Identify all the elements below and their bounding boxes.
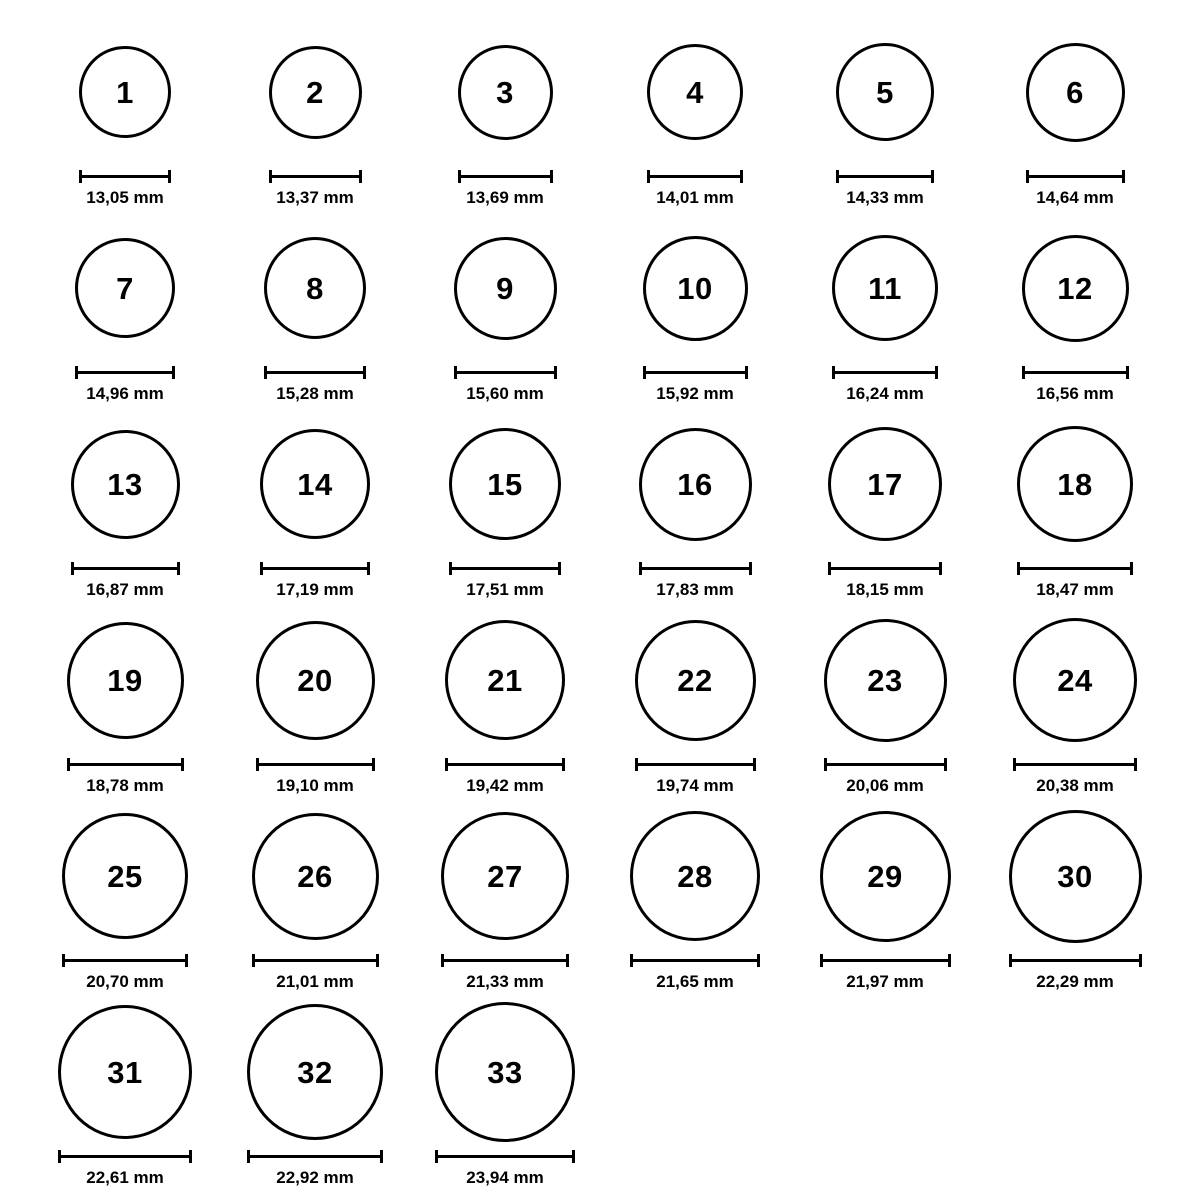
measure-bar-icon [252,954,379,965]
diameter-label: 21,01 mm [276,972,354,991]
ring-size-cell [600,18,790,214]
ring-circle-wrap [600,18,790,166]
measure-bar-icon [820,954,951,965]
diameter-label: 22,61 mm [86,1168,164,1187]
diameter-label: 19,74 mm [656,776,734,795]
ring-size-cell [220,410,410,606]
ring-size-cell [30,606,220,802]
ring-size-number: 19 [107,662,143,698]
diameter-measure-bar [269,168,362,182]
measure-bar-icon [449,562,561,573]
diameter-label: 15,92 mm [656,384,734,403]
ring-size-number: 13 [107,466,143,502]
diameter-label: 13,69 mm [466,188,544,207]
ring-circle [71,430,180,539]
ring-size-number: 3 [496,74,514,110]
ring-circle [1013,618,1137,742]
ring-circle-wrap [980,606,1170,754]
diameter-measure-bar [1013,756,1137,770]
diameter-measure-bar [1026,168,1125,182]
diameter-label: 15,28 mm [276,384,354,403]
measure-bar-icon [836,170,934,181]
ring-size-number: 4 [686,74,704,110]
ring-circle [824,619,947,742]
diameter-label: 14,64 mm [1036,188,1114,207]
diameter-label: 21,33 mm [466,972,544,991]
ring-size-number: 11 [868,270,902,306]
diameter-measure-bar [445,756,565,770]
diameter-measure-bar [449,560,561,574]
ring-size-cell [410,214,600,410]
ring-size-cell [600,606,790,802]
ring-circle [630,811,760,941]
ring-size-cell [220,998,410,1194]
measure-bar-icon [639,562,752,573]
ring-size-number: 8 [306,270,324,306]
ring-circle [252,813,379,940]
diameter-label: 15,60 mm [466,384,544,403]
diameter-measure-bar [832,364,938,378]
ring-circle [828,427,942,541]
ring-size-number: 12 [1057,270,1093,306]
ring-circle-wrap [980,214,1170,362]
diameter-label: 16,56 mm [1036,384,1114,403]
ring-size-number: 18 [1057,466,1093,502]
ring-circle-wrap [30,18,220,166]
diameter-measure-bar [824,756,947,770]
diameter-measure-bar [71,560,180,574]
ring-size-cell [980,18,1170,214]
ring-circle-wrap [600,606,790,754]
ring-circle [639,428,752,541]
diameter-label: 16,24 mm [846,384,924,403]
ring-size-cell [980,410,1170,606]
diameter-measure-bar [260,560,370,574]
ring-circle [454,237,557,340]
ring-circle-wrap [30,606,220,754]
measure-bar-icon [62,954,188,965]
ring-size-cell [30,802,220,998]
measure-bar-icon [75,366,175,377]
diameter-measure-bar [264,364,366,378]
ring-circle [62,813,188,939]
ring-circle-wrap [790,214,980,362]
ring-size-cell [980,214,1170,410]
ring-size-number: 23 [867,662,903,698]
ring-circle-wrap [410,998,600,1146]
measure-bar-icon [247,1150,383,1161]
ring-size-number: 7 [116,270,134,306]
diameter-measure-bar [58,1148,192,1162]
ring-size-cell [220,18,410,214]
measure-bar-icon [264,366,366,377]
ring-circle-wrap [30,214,220,362]
ring-circle [269,46,362,139]
ring-size-number: 30 [1057,858,1093,894]
ring-size-number: 15 [487,466,523,502]
measure-bar-icon [635,758,756,769]
ring-circle [1022,235,1129,342]
diameter-label: 17,19 mm [276,580,354,599]
ring-size-number: 21 [487,662,523,698]
measure-bar-icon [435,1150,575,1161]
ring-size-number: 16 [677,466,713,502]
ring-circle-wrap [980,802,1170,950]
ring-circle-wrap [790,606,980,754]
ring-size-cell [600,802,790,998]
diameter-measure-bar [836,168,934,182]
ring-circle-wrap [600,214,790,362]
measure-bar-icon [1009,954,1142,965]
diameter-label: 16,87 mm [86,580,164,599]
measure-bar-icon [1017,562,1133,573]
ring-size-cell [790,410,980,606]
diameter-label: 13,05 mm [86,188,164,207]
diameter-label: 21,97 mm [846,972,924,991]
measure-bar-icon [441,954,569,965]
diameter-measure-bar [820,952,951,966]
ring-size-cell [220,606,410,802]
ring-size-cell [600,410,790,606]
measure-bar-icon [630,954,760,965]
ring-circle [643,236,748,341]
ring-size-number: 24 [1057,662,1093,698]
ring-size-grid [0,18,1200,1194]
diameter-measure-bar [828,560,942,574]
ring-size-cell [600,214,790,410]
ring-circle-wrap [30,802,220,950]
ring-size-cell [790,606,980,802]
ring-size-number: 32 [297,1054,333,1090]
ring-size-number: 14 [297,466,333,502]
diameter-measure-bar [62,952,188,966]
measure-bar-icon [256,758,375,769]
diameter-label: 13,37 mm [276,188,354,207]
ring-circle-wrap [220,410,410,558]
ring-circle [449,428,561,540]
measure-bar-icon [458,170,553,181]
measure-bar-icon [260,562,370,573]
diameter-label: 21,65 mm [656,972,734,991]
diameter-measure-bar [643,364,748,378]
measure-bar-icon [828,562,942,573]
ring-circle [836,43,934,141]
measure-bar-icon [67,758,184,769]
measure-bar-icon [79,170,171,181]
diameter-label: 22,92 mm [276,1168,354,1187]
ring-circle-wrap [220,214,410,362]
ring-circle [647,44,743,140]
ring-circle [458,45,553,140]
diameter-measure-bar [252,952,379,966]
diameter-measure-bar [67,756,184,770]
ring-size-number: 25 [107,858,143,894]
ring-circle-wrap [220,998,410,1146]
ring-size-cell [220,802,410,998]
ring-size-number: 17 [867,466,903,502]
ring-size-number: 20 [297,662,333,698]
ring-size-number: 29 [867,858,903,894]
ring-circle-wrap [410,606,600,754]
diameter-measure-bar [647,168,743,182]
ring-circle [260,429,370,539]
ring-circle-wrap [790,18,980,166]
diameter-measure-bar [454,364,557,378]
ring-circle-wrap [600,802,790,950]
diameter-measure-bar [1009,952,1142,966]
ring-size-number: 27 [487,858,523,894]
diameter-label: 20,06 mm [846,776,924,795]
ring-circle [635,620,756,741]
ring-size-cell [790,18,980,214]
diameter-label: 19,10 mm [276,776,354,795]
ring-circle [1009,810,1142,943]
measure-bar-icon [647,170,743,181]
ring-circle-wrap [410,18,600,166]
ring-circle [58,1005,192,1139]
diameter-label: 14,01 mm [656,188,734,207]
ring-size-cell [790,214,980,410]
ring-circle [67,622,184,739]
measure-bar-icon [58,1150,192,1161]
measure-bar-icon [445,758,565,769]
diameter-label: 22,29 mm [1036,972,1114,991]
ring-size-cell [30,18,220,214]
ring-size-number: 1 [116,74,134,110]
ring-circle-wrap [600,410,790,558]
measure-bar-icon [71,562,180,573]
ring-circle [1026,43,1125,142]
ring-circle-wrap [410,410,600,558]
ring-circle-wrap [980,18,1170,166]
ring-circle-wrap [410,802,600,950]
ring-size-number: 9 [496,270,514,306]
ring-circle [75,238,175,338]
diameter-measure-bar [630,952,760,966]
diameter-measure-bar [441,952,569,966]
ring-size-number: 22 [677,662,713,698]
diameter-measure-bar [75,364,175,378]
ring-size-cell [410,606,600,802]
diameter-measure-bar [1017,560,1133,574]
ring-size-cell [410,802,600,998]
diameter-label: 19,42 mm [466,776,544,795]
ring-circle-wrap [410,214,600,362]
diameter-measure-bar [435,1148,575,1162]
ring-circle [441,812,569,940]
diameter-measure-bar [635,756,756,770]
ring-size-number: 26 [297,858,333,894]
ring-size-number: 33 [487,1054,523,1090]
ring-circle [832,235,938,341]
ring-size-number: 2 [306,74,324,110]
ring-circle [1017,426,1133,542]
diameter-label: 14,33 mm [846,188,924,207]
measure-bar-icon [269,170,362,181]
ring-circle-wrap [220,18,410,166]
ring-size-cell [30,214,220,410]
diameter-label: 20,70 mm [86,972,164,991]
measure-bar-icon [1026,170,1125,181]
ring-size-number: 10 [677,270,713,306]
ring-circle [445,620,565,740]
ring-circle-wrap [980,410,1170,558]
measure-bar-icon [1022,366,1129,377]
diameter-label: 18,15 mm [846,580,924,599]
ring-size-number: 6 [1066,74,1084,110]
ring-circle-wrap [790,410,980,558]
diameter-measure-bar [458,168,553,182]
ring-size-cell [410,18,600,214]
ring-size-cell [30,998,220,1194]
diameter-label: 14,96 mm [86,384,164,403]
ring-size-number: 5 [876,74,894,110]
diameter-label: 18,78 mm [86,776,164,795]
ring-size-cell [980,802,1170,998]
ring-circle-wrap [790,802,980,950]
diameter-label: 20,38 mm [1036,776,1114,795]
measure-bar-icon [643,366,748,377]
ring-circle [79,46,171,138]
ring-size-cell [410,410,600,606]
ring-size-cell [30,410,220,606]
measure-bar-icon [832,366,938,377]
ring-circle-wrap [220,606,410,754]
measure-bar-icon [824,758,947,769]
measure-bar-icon [454,366,557,377]
ring-circle [435,1002,575,1142]
ring-circle [256,621,375,740]
measure-bar-icon [1013,758,1137,769]
diameter-label: 17,51 mm [466,580,544,599]
ring-size-cell [410,998,600,1194]
ring-circle-wrap [30,998,220,1146]
ring-size-number: 28 [677,858,713,894]
diameter-measure-bar [256,756,375,770]
ring-size-cell [220,214,410,410]
ring-size-number: 31 [107,1054,143,1090]
diameter-label: 18,47 mm [1036,580,1114,599]
diameter-measure-bar [639,560,752,574]
ring-circle [247,1004,383,1140]
ring-circle [264,237,366,339]
ring-circle-wrap [30,410,220,558]
ring-circle [820,811,951,942]
ring-size-cell [790,802,980,998]
diameter-measure-bar [247,1148,383,1162]
diameter-measure-bar [79,168,171,182]
ring-circle-wrap [220,802,410,950]
diameter-label: 17,83 mm [656,580,734,599]
diameter-measure-bar [1022,364,1129,378]
diameter-label: 23,94 mm [466,1168,544,1187]
ring-size-cell [980,606,1170,802]
